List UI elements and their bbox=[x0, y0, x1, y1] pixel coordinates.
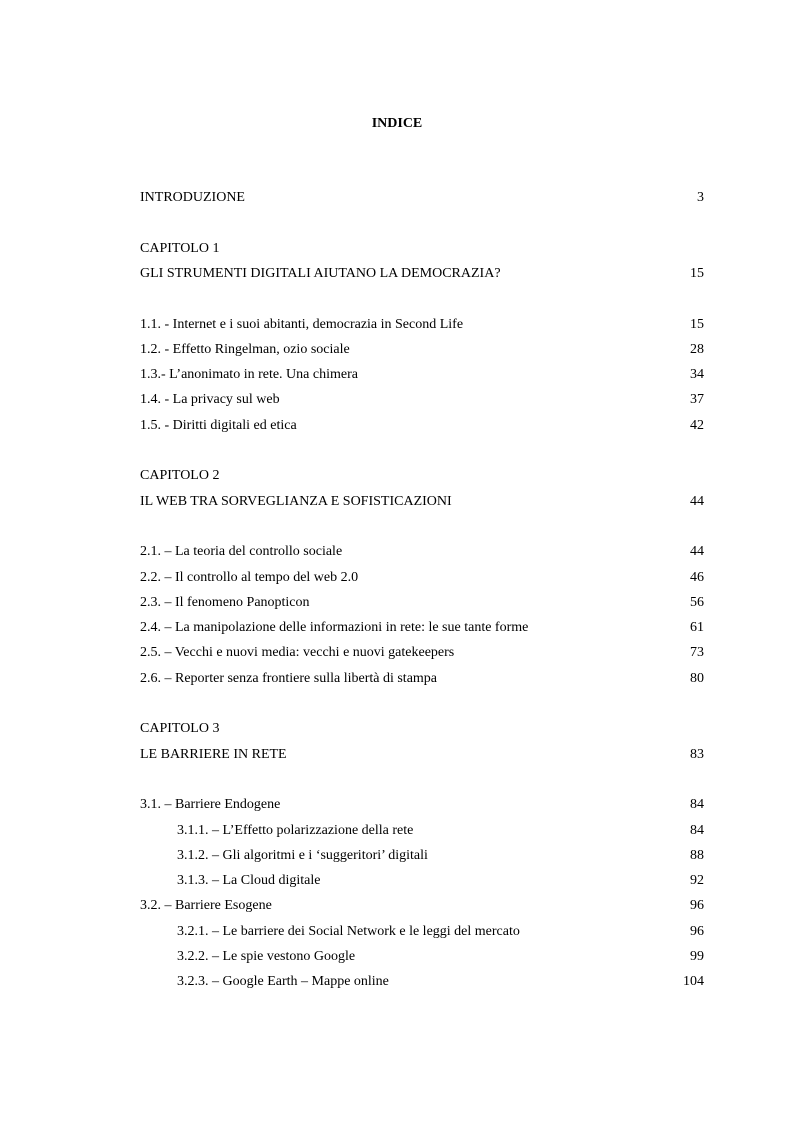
toc-entry[interactable] bbox=[140, 340, 704, 360]
toc-entry[interactable] bbox=[140, 390, 704, 410]
toc-entry-title: CAPITOLO 3 bbox=[140, 721, 220, 736]
toc-entry[interactable] bbox=[140, 618, 704, 638]
toc-chapter-label bbox=[140, 466, 704, 486]
toc-entry-page: 28 bbox=[690, 342, 704, 357]
toc-entry-title: GLI STRUMENTI DIGITALI AIUTANO LA DEMOCRAZIA? bbox=[140, 266, 501, 281]
toc-entry-title: 1.1. - Internet e i suoi abitanti, democrazia in Second Life bbox=[140, 317, 464, 332]
toc-subentry[interactable] bbox=[177, 922, 704, 942]
toc-entry-page: 96 bbox=[690, 898, 704, 913]
toc-entry-page: 88 bbox=[690, 848, 704, 863]
toc-entry-page: 42 bbox=[690, 418, 704, 433]
toc-entry-title: 3.2.1. – Le barriere dei Social Network e le leggi del mercato bbox=[177, 924, 520, 939]
toc-subentry[interactable] bbox=[177, 947, 704, 967]
toc-chapter-title[interactable] bbox=[140, 492, 704, 512]
toc-entry[interactable] bbox=[140, 643, 704, 663]
toc-entry-introduzione[interactable] bbox=[140, 188, 704, 208]
toc-entry-page: 84 bbox=[690, 823, 704, 838]
toc-entry-title: 3.1. – Barriere Endogene bbox=[140, 797, 281, 812]
toc-entry-title: CAPITOLO 1 bbox=[140, 241, 220, 256]
toc-entry-page: 96 bbox=[690, 924, 704, 939]
toc-entry[interactable] bbox=[140, 795, 704, 815]
toc-entry-title: 1.3.- L’anonimato in rete. Una chimera bbox=[140, 367, 358, 382]
toc-entry-page: 56 bbox=[690, 595, 704, 610]
toc-entry-title: LE BARRIERE IN RETE bbox=[140, 747, 287, 762]
toc-entry[interactable] bbox=[140, 896, 704, 916]
page-title: INDICE bbox=[371, 116, 423, 131]
toc-entry-title: 2.2. – Il controllo al tempo del web 2.0 bbox=[140, 570, 359, 585]
toc-entry-title: 3.1.3. – La Cloud digitale bbox=[177, 873, 321, 888]
toc-chapter-label bbox=[140, 719, 704, 739]
toc-entry-title: 1.4. - La privacy sul web bbox=[140, 392, 280, 407]
toc-entry-page: 104 bbox=[683, 974, 704, 989]
toc-entry[interactable] bbox=[140, 365, 704, 385]
toc-entry[interactable] bbox=[140, 593, 704, 613]
toc-entry-page: 44 bbox=[690, 494, 704, 509]
toc-entry-title: 3.2.2. – Le spie vestono Google bbox=[177, 949, 356, 964]
toc-subentry[interactable] bbox=[177, 821, 704, 841]
toc-entry-page: 80 bbox=[690, 671, 704, 686]
toc-entry[interactable] bbox=[140, 542, 704, 562]
toc-entry-title: 3.1.2. – Gli algoritmi e i ‘suggeritori’ digitali bbox=[177, 848, 428, 863]
toc-entry[interactable] bbox=[140, 568, 704, 588]
toc-chapter-title[interactable] bbox=[140, 745, 704, 765]
toc-entry-title: INTRODUZIONE bbox=[140, 190, 245, 205]
toc-chapter-label bbox=[140, 239, 704, 259]
toc-entry-page: 84 bbox=[690, 797, 704, 812]
toc-entry-page: 83 bbox=[690, 747, 704, 762]
toc-entry-title: 3.2. – Barriere Esogene bbox=[140, 898, 272, 913]
toc-subentry[interactable] bbox=[177, 972, 704, 992]
toc-entry[interactable] bbox=[140, 416, 704, 436]
toc-entry-title: CAPITOLO 2 bbox=[140, 468, 220, 483]
toc-entry-page: 73 bbox=[690, 645, 704, 660]
toc-entry-title: 3.1.1. – L’Effetto polarizzazione della rete bbox=[177, 823, 414, 838]
toc-entry-title: 2.1. – La teoria del controllo sociale bbox=[140, 544, 343, 559]
toc-entry-title: 2.6. – Reporter senza frontiere sulla libertà di stampa bbox=[140, 671, 438, 686]
toc-chapter-title[interactable] bbox=[140, 264, 704, 284]
toc-entry-page: 37 bbox=[690, 392, 704, 407]
toc-entry-title: 2.4. – La manipolazione delle informazioni in rete: le sue tante forme bbox=[140, 620, 529, 635]
toc-entry-page: 46 bbox=[690, 570, 704, 585]
toc-entry-title: 2.5. – Vecchi e nuovi media: vecchi e nuovi gatekeepers bbox=[140, 645, 455, 660]
toc-subentry[interactable] bbox=[177, 846, 704, 866]
toc-entry-page: 3 bbox=[697, 190, 704, 205]
toc-entry-page: 92 bbox=[690, 873, 704, 888]
toc-entry-page: 34 bbox=[690, 367, 704, 382]
toc-entry-page: 15 bbox=[690, 317, 704, 332]
toc-entry-page: 44 bbox=[690, 544, 704, 559]
toc-entry-page: 15 bbox=[690, 266, 704, 281]
toc-entry-title: 1.5. - Diritti digitali ed etica bbox=[140, 418, 297, 433]
toc-entry-title: 2.3. – Il fenomeno Panopticon bbox=[140, 595, 310, 610]
toc-entry-title: 3.2.3. – Google Earth – Mappe online bbox=[177, 974, 389, 989]
toc-entry[interactable] bbox=[140, 315, 704, 335]
toc-subentry[interactable] bbox=[177, 871, 704, 891]
toc-entry-title: IL WEB TRA SORVEGLIANZA E SOFISTICAZIONI bbox=[140, 494, 452, 509]
toc-entry[interactable] bbox=[140, 669, 704, 689]
toc-entry-page: 61 bbox=[690, 620, 704, 635]
toc-entry-page: 99 bbox=[690, 949, 704, 964]
toc-entry-title: 1.2. - Effetto Ringelman, ozio sociale bbox=[140, 342, 350, 357]
